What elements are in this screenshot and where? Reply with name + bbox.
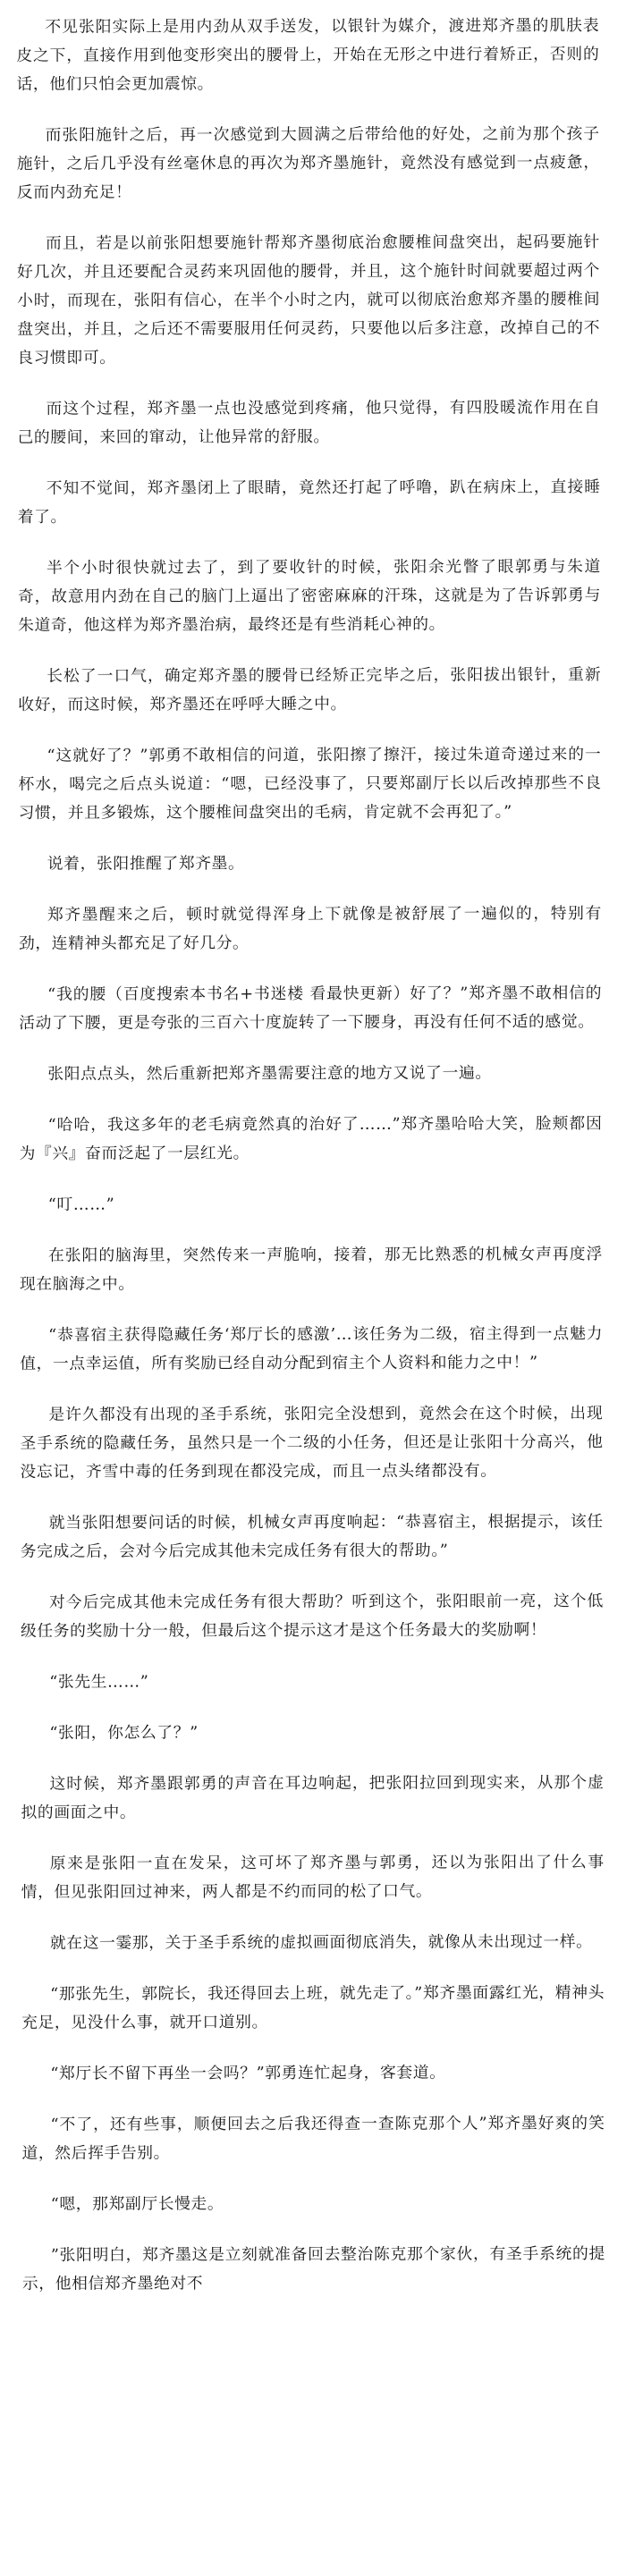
paragraph-17: 是许久都没有出现的圣手系统，张阳完全没想到，竟然会在这个时候，出现圣手系统的隐藏任务，虽然只是一个二级的小任务，但还是让张阳十分高兴，他没忘记，齐雪中毒的任务到现在都没完成，而且一点头绪都没有。	[20, 1404, 604, 1482]
paragraph-9: 说着，张阳推醒了郑齐墨。	[47, 854, 245, 874]
paragraph-19: 对今后完成其他未完成任务有很大帮助？听到这个，张阳眼前一亮，这个低级任务的奖励十分一般，但最后这个提示这才是这个任务最大的奖励啊！	[20, 1592, 604, 1641]
paragraph-24: 就在这一霎那，关于圣手系统的虚拟画面彻底消失，就像从未出现过一样。	[49, 1932, 593, 1953]
paragraph-4: 而这个过程，郑齐墨一点也没感觉到疼痛，他只觉得，有四股暖流作用在自己的腰间，来回的窜动，让他异常的舒服。	[17, 398, 601, 447]
paragraph-21: “张阳，你怎么了？”	[49, 1723, 199, 1743]
paragraph-23: 原来是张阳一直在发呆，这可坏了郑齐墨与郭勇，还以为张阳出了什么事情，但见张阳回过神来，两人都是不约而同的松了口气。	[21, 1853, 605, 1902]
paragraph-16: “恭喜宿主获得隐藏任务‘郑厅长的感激’…该任务为二级，宿主得到一点魅力值，一点幸运值，所有奖励已经自动分配到宿主个人资料和能力之中！”	[20, 1324, 604, 1373]
paragraph-27: “不了，还有些事，顺便回去之后我还得查一查陈克那个人”郑齐墨好爽的笑道，然后挥手告别。	[21, 2114, 605, 2163]
paragraph-29: ”张阳明白，郑齐墨这是立刻就准备回去整治陈克那个家伙，有圣手系统的提示，他相信郑齐墨绝对不	[21, 2244, 605, 2293]
paragraph-15: 在张阳的脑海里，突然传来一声脆响，接着，那无比熟悉的机械女声再度浮现在脑海之中。	[19, 1245, 603, 1294]
paragraph-22: 这时候，郑齐墨跟郭勇的声音在耳边响起，把张阳拉回到现实来，从那个虚拟的画面之中。	[21, 1773, 605, 1822]
paragraph-14: “叮……”	[47, 1195, 115, 1214]
paragraph-12: 张阳点点头，然后重新把郑齐墨需要注意的地方又说了一遍。	[47, 1063, 492, 1084]
paragraph-10: 郑齐墨醒来之后，顿时就觉得浑身上下就像是被舒展了一遍似的，特别有劲，连精神头都充足了好几分。	[18, 904, 602, 953]
paragraph-13: “哈哈，我这多年的老毛病竟然真的治好了……”郑齐墨哈哈大笑，脸颊都因为『兴』奋而泛起了一层红光。	[19, 1114, 603, 1163]
paragraph-6: 半个小时很快就过去了，到了要收针的时候，张阳余光瞥了眼郭勇与朱道奇，故意用内劲在自己的脑门上逼出了密密麻麻的汗珠，这就是为了告诉郭勇与朱道奇，他这样为郑齐墨治病，最终还是有些消耗心神的。	[17, 557, 602, 635]
paragraph-7: 长松了一口气，确定郑齐墨的腰骨已经矫正完毕之后，张阳拔出银针，重新收好，而这时候，郑齐墨还在呼呼大睡之中。	[18, 665, 602, 714]
paragraph-3: 而且，若是以前张阳想要施针帮郑齐墨彻底治愈腰椎间盘突出，起码要施针好几次，并且还要配合灵药来巩固他的腰骨，并且，这个施针时间就要超过两个小时，而现在，张阳有信心，在半个小时之内，就可以彻底治愈郑齐墨的腰椎间盘突出，并且，之后还不需要服用任何灵药，只要他以后多注意，改掉自己的不良习惯即可。	[16, 232, 601, 367]
paragraph-11: “我的腰（百度搜索本书名+书迷楼 看最快更新）好了？”郑齐墨不敢相信的活动了下腰，更是夸张的三百六十度旋转了一下腰身，再没有任何不适的感觉。	[19, 984, 603, 1033]
paragraph-25: “那张先生，郭院长，我还得回去上班，就先走了。”郑齐墨面露红光，精神头充足，见没什么事，就开口道别。	[21, 1983, 605, 2032]
paragraph-1: 不见张阳实际上是用内劲从双手送发，以银针为媒介，渡进郑齐墨的肌肤表皮之下，直接作用到他变形突出的腰骨上，开始在无形之中进行着矫正，否则的话，他们只怕会更加震惊。	[16, 16, 600, 94]
paragraph-8: “这就好了？”郭勇不敢相信的问道，张阳擦了擦汗，接过朱道奇递过来的一杯水，喝完之后点头说道：“嗯，已经没事了，只要郑副厅长以后改掉那些不良习惯，并且多锻炼，这个腰椎间盘突出的毛病，肯定就不会再犯了。”	[18, 745, 602, 823]
paragraph-5: 不知不觉间，郑齐墨闭上了眼睛，竟然还打起了呼噜，趴在病床上，直接睡着了。	[17, 477, 601, 527]
paragraph-28: “嗯，那郑副厅长慢走。	[50, 2194, 224, 2214]
paragraph-26: “郑厅长不留下再坐一会吗？”郭勇连忙起身，客套道。	[50, 2063, 446, 2083]
paragraph-20: “张先生……”	[49, 1672, 149, 1692]
paragraph-2: 而张阳施针之后，再一次感觉到大圆满之后带给他的好处，之前为那个孩子施针，之后几乎没有丝毫休息的再次为郑齐墨施针，竟然没有感觉到一点疲惫，反而内劲充足！	[16, 124, 600, 202]
paragraph-18: 就当张阳想要问话的时候，机械女声再度响起：“恭喜宿主，根据提示，该任务完成之后，会对今后完成其他未完成任务有很大的帮助。”	[20, 1512, 604, 1561]
